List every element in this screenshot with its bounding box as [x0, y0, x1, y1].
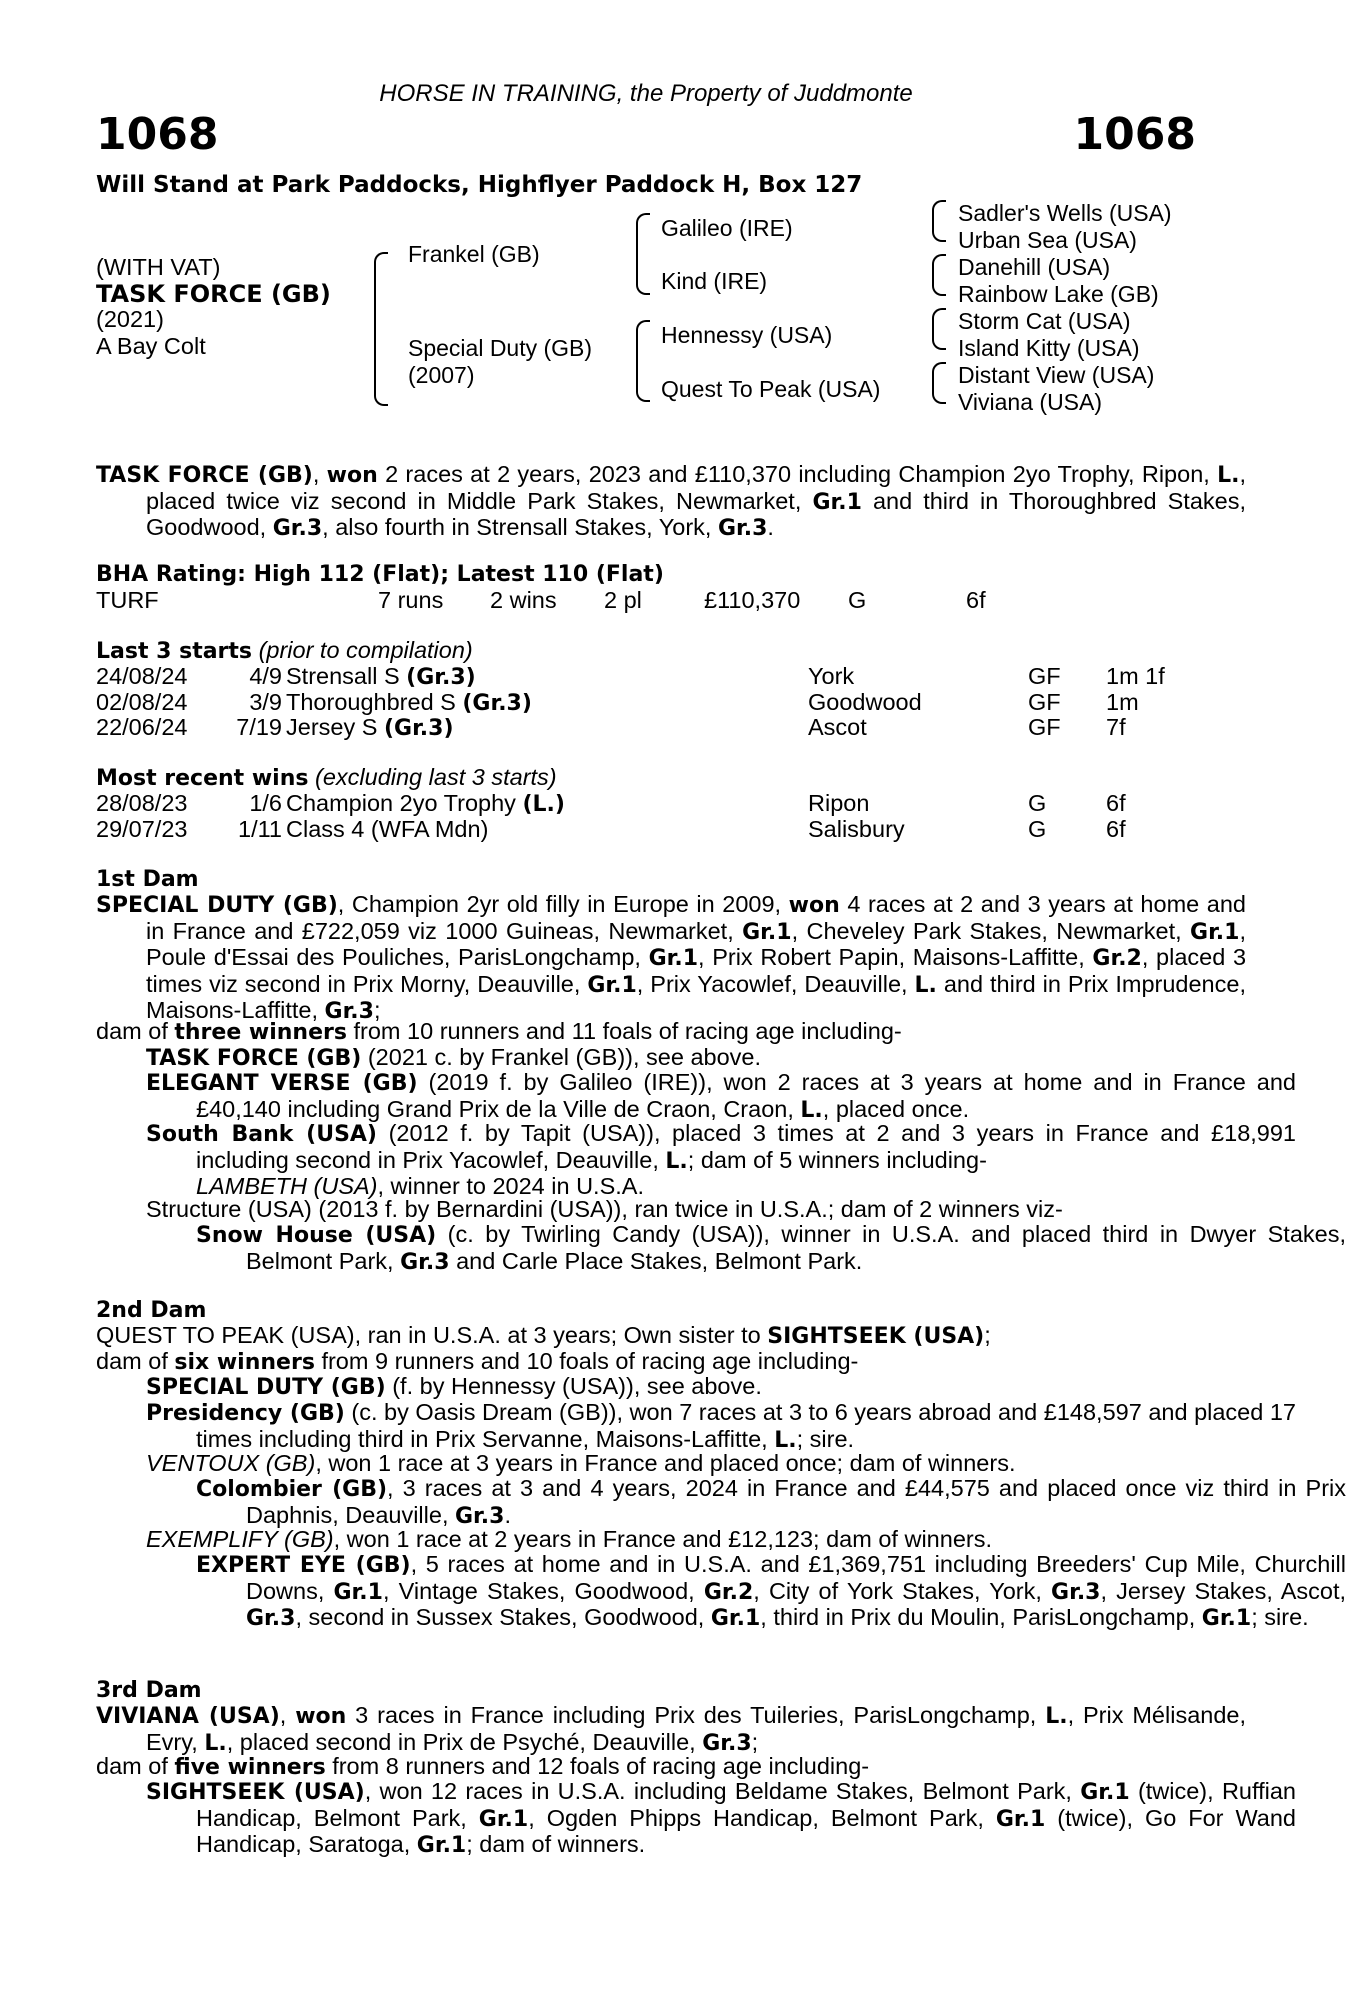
produce-exemplify: EXEMPLIFY (GB), won 1 race at 2 years in France and £12,123; dam of winners. — [146, 1526, 992, 1552]
race-pos: 7/19 — [236, 714, 282, 740]
racing-summary: TASK FORCE (GB), won 2 races at 2 years, 2023 and £110,370 including Champion 2yo Trophy, Ripon, L., placed twice viz second in Middle Park Stakes, Newmarket, Gr.1 and third in Thoroughbred Stakes, Goodwood, Gr.3, also fourth in Strensall Stakes, York, Gr.3. — [96, 461, 1247, 541]
pedigree-dsd: Island Kitty (USA) — [958, 335, 1140, 361]
turf-record-row — [96, 588, 1196, 613]
vat-note: (WITH VAT) — [96, 254, 221, 280]
record-earnings: £110,370 — [704, 587, 801, 613]
produce-sightseek: SIGHTSEEK (USA), won 12 races in U.S.A. including Beldame Stakes, Belmont Park, Gr.1 (twice), Ruffian Handicap, Belmont Park, Gr.1, Ogden Phipps Handicap, Belmont Park, Gr.1 (twice), Go For Wand Handicap, Saratoga, Gr.1; dam of winners. — [146, 1778, 1296, 1858]
race-race: Strensall S (Gr.3) — [286, 663, 476, 690]
first-dam-paragraph: SPECIAL DUTY (GB), Champion 2yr old filly in Europe in 2009, won 4 races at 2 and 3 years at home and in France and £722,059 viz 1000 Guineas, Newmarket, Gr.1, Cheveley Park Stakes, Newmarket, Gr.1, Poule d'Essai des Pouliches, ParisLongchamp, Gr.1, Prix Robert Papin, Maisons-Laffitte, Gr.2, placed 3 times viz second in Prix Morny, Deauville, Gr.1, Prix Yacowlef, Deauville, L. and third in Prix Imprudence, Maisons-Laffitte, Gr.3; — [96, 891, 1247, 1024]
third-dam-produce-summary: dam of five winners from 8 runners and 12 foals of racing age including- — [96, 1753, 870, 1780]
summary-horse-name: TASK FORCE (GB) — [96, 463, 313, 488]
pedigree-sds: Danehill (USA) — [958, 254, 1111, 280]
pedigree-dam-sire: Hennessy (USA) — [661, 322, 833, 348]
produce-colombier: Colombier (GB), 3 races at 3 and 4 years, 2024 in France and £44,575 and placed once viz third in Prix Daphnis, Deauville, Gr.3. — [196, 1475, 1346, 1529]
pedigree-sire: Frankel (GB) — [408, 241, 540, 267]
horse-year: (2021) — [96, 306, 164, 332]
pedigree-sdd: Rainbow Lake (GB) — [958, 281, 1159, 307]
race-course: Ascot — [808, 714, 867, 740]
race-dist: 1m 1f — [1106, 663, 1165, 689]
race-course: Salisbury — [808, 815, 905, 842]
pedigree-brace-sire — [636, 213, 650, 295]
race-row — [96, 817, 1196, 842]
pedigree-brace-dam — [636, 320, 650, 402]
pedigree-ddd: Viviana (USA) — [958, 389, 1103, 415]
pedigree-sss: Sadler's Wells (USA) — [958, 200, 1172, 226]
produce-elegant-verse: ELEGANT VERSE (GB) (2019 f. by Galileo (IRE)), won 2 races at 3 years at home and in France and £40,140 including Grand Prix de la Ville de Craon, Craon, L., placed once. — [146, 1069, 1296, 1123]
race-date: 02/08/24 — [96, 688, 188, 715]
pedigree-brace-main — [374, 252, 388, 406]
bha-rating-title: BHA Rating: High 112 (Flat); Latest 110 (Flat) — [96, 562, 664, 587]
record-distance: 6f — [966, 587, 986, 613]
pedigree-dam: Special Duty (GB) — [408, 335, 593, 361]
record-wins: 2 wins — [490, 587, 557, 613]
produce-structure: Structure (USA) (2013 f. by Bernardini (USA)), ran twice in U.S.A.; dam of 2 winners viz- — [146, 1196, 1063, 1222]
recent-wins-heading: Most recent wins (excluding last 3 starts) — [96, 764, 557, 791]
race-dist: 6f — [1106, 790, 1126, 816]
pedigree-sire-sire: Galileo (IRE) — [661, 215, 793, 241]
stabling-location: Will Stand at Park Paddocks, Highflyer Paddock H, Box 127 — [96, 172, 863, 198]
pedigree-dss: Storm Cat (USA) — [958, 308, 1131, 334]
last-starts-heading: Last 3 starts (prior to compilation) — [96, 637, 473, 664]
race-going: GF — [1028, 714, 1061, 740]
race-row — [96, 791, 1196, 816]
race-pos: 4/9 — [249, 663, 282, 689]
summary-won: won — [326, 463, 378, 488]
produce-snow-house: Snow House (USA) (c. by Twirling Candy (USA)), winner in U.S.A. and placed third in Dwyer Stakes, Belmont Park, Gr.3 and Carle Place Stakes, Belmont Park. — [196, 1221, 1346, 1275]
race-date: 24/08/24 — [96, 663, 188, 689]
produce-ventoux: VENTOUX (GB), won 1 race at 3 years in France and placed once; dam of winners. — [146, 1450, 1016, 1476]
produce-special-duty: SPECIAL DUTY (GB) (f. by Hennessy (USA)), see above. — [146, 1373, 762, 1400]
race-course: Goodwood — [808, 688, 922, 715]
race-pos: 3/9 — [249, 688, 282, 715]
produce-expert-eye: EXPERT EYE (GB), 5 races at home and in U.S.A. and £1,369,751 including Breeders' Cup Mile, Churchill Downs, Gr.1, Vintage Stakes, Goodwood, Gr.2, City of York Stakes, York, Gr.3, Jersey Stakes, Ascot, Gr.3, second in Sussex Stakes, Goodwood, Gr.1, third in Prix du Moulin, ParisLongchamp, Gr.1; sire. — [196, 1551, 1346, 1631]
third-dam-paragraph: VIVIANA (USA), won 3 races in France including Prix des Tuileries, ParisLongchamp, L., Prix Mélisande, Evry, L., placed second in Prix de Psyché, Deauville, Gr.3; — [96, 1702, 1246, 1756]
horse-name: TASK FORCE (GB) — [96, 280, 331, 308]
race-dist: 7f — [1106, 714, 1126, 740]
pedigree-brace-ds — [932, 308, 946, 350]
race-date: 22/06/24 — [96, 714, 188, 740]
race-dist: 6f — [1106, 815, 1126, 842]
race-going: G — [1028, 790, 1047, 816]
second-dam-heading: 2nd Dam — [96, 1298, 207, 1323]
record-placed: 2 pl — [604, 587, 642, 613]
third-dam-heading: 3rd Dam — [96, 1678, 202, 1703]
page-header-title: HORSE IN TRAINING, the Property of Juddmonte — [379, 80, 913, 107]
lot-number-left: 1068 — [96, 109, 219, 160]
first-dam-produce-summary: dam of three winners from 10 runners and 11 foals of racing age including- — [96, 1018, 902, 1045]
race-race: Champion 2yo Trophy (L.) — [286, 790, 565, 817]
pedigree-dam-year: (2007) — [408, 362, 475, 388]
produce-south-bank: South Bank (USA) (2012 f. by Tapit (USA)), placed 3 times at 2 and 3 years in France and £18,991 including second in Prix Yacowlef, Deauville, L.; dam of 5 winners including- LAMBETH (USA), winner to 2024 in U.S.A. — [146, 1120, 1296, 1199]
pedigree-brace-dd — [932, 362, 946, 404]
second-dam-produce-summary: dam of six winners from 9 runners and 10 foals of racing age including- — [96, 1348, 859, 1375]
race-row — [96, 715, 1196, 740]
race-going: GF — [1028, 663, 1061, 689]
race-date: 28/08/23 — [96, 790, 188, 816]
pedigree-dds: Distant View (USA) — [958, 362, 1155, 388]
second-dam-paragraph: QUEST TO PEAK (USA), ran in U.S.A. at 3 years; Own sister to SIGHTSEEK (USA); — [96, 1322, 991, 1349]
first-dam-heading: 1st Dam — [96, 867, 199, 892]
record-runs: 7 runs — [378, 587, 444, 613]
race-race: Jersey S (Gr.3) — [286, 714, 454, 741]
race-course: Ripon — [808, 790, 870, 816]
pedigree-sire-dam: Kind (IRE) — [661, 268, 768, 294]
pedigree-brace-sd — [932, 254, 946, 296]
race-going: GF — [1028, 688, 1061, 715]
race-race: Thoroughbred S (Gr.3) — [286, 688, 532, 716]
race-date: 29/07/23 — [96, 815, 188, 842]
race-race: Class 4 (WFA Mdn) — [286, 815, 489, 842]
produce-presidency: Presidency (GB) (c. by Oasis Dream (GB)), won 7 races at 3 to 6 years abroad and £148,597 and placed 17 times including third in Prix Servanne, Maisons-Laffitte, L.; sire. — [146, 1399, 1296, 1453]
pedigree-ssd: Urban Sea (USA) — [958, 227, 1137, 253]
race-course: York — [808, 663, 855, 689]
race-dist: 1m — [1106, 688, 1139, 715]
lot-number-right: 1068 — [1073, 109, 1196, 160]
produce-task-force: TASK FORCE (GB) (2021 c. by Frankel (GB)), see above. — [146, 1044, 762, 1071]
race-pos: 1/11 — [238, 815, 282, 842]
pedigree-brace-ss — [932, 200, 946, 242]
horse-description: A Bay Colt — [96, 333, 206, 359]
race-pos: 1/6 — [249, 790, 282, 816]
pedigree-dam-dam: Quest To Peak (USA) — [661, 376, 881, 402]
race-row — [96, 664, 1196, 689]
race-going: G — [1028, 815, 1047, 842]
race-row — [96, 690, 1196, 715]
record-going: G — [848, 587, 867, 613]
record-surface: TURF — [96, 587, 159, 613]
